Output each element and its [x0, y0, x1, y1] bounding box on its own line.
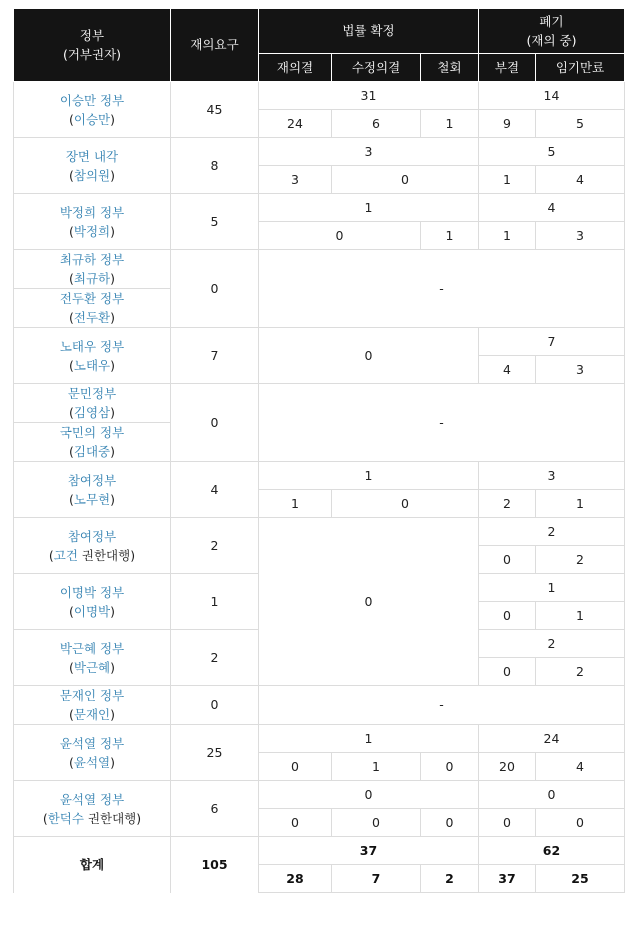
vetoer-link[interactable]: 김대중: [73, 444, 111, 459]
withdrawn-cell: 1: [421, 222, 479, 250]
re-resolution-cell: 0: [259, 809, 332, 837]
rejected-cell: 0: [479, 658, 536, 686]
expired-cell: 2: [536, 658, 625, 686]
header-amended-resolution: 수정의결: [332, 54, 421, 82]
header-withdrawn: 철회: [421, 54, 479, 82]
re-resolution-cell: 24: [259, 110, 332, 138]
rejected-cell: 0: [479, 602, 536, 630]
header-scrapped: 폐기 (재의 중): [479, 9, 625, 54]
gov-cell: 문재인 정부 (문재인): [14, 686, 171, 725]
gov-cell: 문민정부 (김영삼): [14, 384, 171, 423]
confirmed-cell: 3: [259, 138, 479, 166]
requests-cell: 0: [171, 250, 259, 328]
withdrawn-cell: 0: [421, 753, 479, 781]
re-amended-cell: 0: [259, 222, 421, 250]
re-resolution-cell: 0: [259, 753, 332, 781]
requests-cell: 7: [171, 328, 259, 384]
gov-link[interactable]: 윤석열 정부: [59, 791, 125, 807]
gov-link[interactable]: 이명박 정부: [59, 584, 125, 600]
expired-cell: 0: [536, 809, 625, 837]
total-re-resolution: 28: [259, 865, 332, 893]
expired-cell: 5: [536, 110, 625, 138]
gov-cell: 이명박 정부 (이명박): [14, 574, 171, 630]
vetoer-link[interactable]: 김영삼: [73, 405, 111, 420]
requests-cell: 5: [171, 194, 259, 250]
table-row: [14, 82, 625, 110]
header-rejected: 부결: [479, 54, 536, 82]
amended-cell: 1: [332, 753, 421, 781]
vetoer-link[interactable]: 노태우: [73, 357, 111, 373]
scrapped-cell: 14: [479, 82, 625, 110]
table-row: [14, 518, 625, 546]
veto-statistics-table: [13, 8, 625, 893]
rejected-cell: 4: [479, 356, 536, 384]
gov-link[interactable]: 참여정부: [67, 472, 117, 488]
scrapped-cell: 5: [479, 138, 625, 166]
confirmed-cell: 1: [259, 194, 479, 222]
gov-link[interactable]: 국민의 정부: [59, 425, 125, 440]
total-scrapped: 62: [479, 837, 625, 865]
gov-cell: 윤석열 정부 (윤석열): [14, 725, 171, 781]
gov-cell: 참여정부 (노무현): [14, 462, 171, 518]
requests-cell: 4: [171, 462, 259, 518]
requests-cell: 0: [171, 384, 259, 462]
withdrawn-cell: 0: [421, 809, 479, 837]
total-confirmed: 37: [259, 837, 479, 865]
header-government: 정부 (거부권자): [14, 9, 171, 82]
gov-link[interactable]: 윤석열 정부: [59, 735, 125, 751]
rejected-cell: 1: [479, 222, 536, 250]
empty-dash-cell: -: [259, 250, 625, 328]
total-row: [14, 837, 625, 865]
rejected-cell: 1: [479, 166, 536, 194]
confirmed-cell: 31: [259, 82, 479, 110]
acting-suffix: 권한대행: [77, 547, 131, 563]
gov-cell: 국민의 정부 (김대중): [14, 423, 171, 462]
table-row: [14, 781, 625, 809]
gov-link[interactable]: 박근혜 정부: [59, 640, 125, 656]
gov-cell: 참여정부 (고건 권한대행): [14, 518, 171, 574]
scrapped-cell: 1: [479, 574, 625, 602]
re-resolution-cell: 1: [259, 490, 332, 518]
total-amended: 7: [332, 865, 421, 893]
vetoer-link[interactable]: 고건: [53, 547, 78, 563]
gov-cell: 윤석열 정부 (한덕수 권한대행): [14, 781, 171, 837]
table-row: [14, 328, 625, 356]
expired-cell: 1: [536, 490, 625, 518]
vetoer-link[interactable]: 문재인: [73, 707, 111, 722]
rejected-cell: 9: [479, 110, 536, 138]
scrapped-cell: 7: [479, 328, 625, 356]
total-requests: 105: [171, 837, 259, 893]
expired-cell: 3: [536, 356, 625, 384]
requests-cell: 2: [171, 630, 259, 686]
scrapped-cell: 0: [479, 781, 625, 809]
header-requests: 재의요구: [171, 9, 259, 82]
total-label: 합계: [14, 837, 171, 893]
confirmed-cell: 0: [259, 781, 479, 809]
vetoer-link[interactable]: 한덕수: [47, 810, 84, 826]
empty-dash-cell: -: [259, 686, 625, 725]
expired-cell: 3: [536, 222, 625, 250]
table-row: [14, 725, 625, 753]
requests-cell: 45: [171, 82, 259, 138]
requests-cell: 8: [171, 138, 259, 194]
table-row: [14, 462, 625, 490]
vetoer-link[interactable]: 전두환: [73, 310, 111, 325]
gov-link[interactable]: 박정희 정부: [59, 204, 125, 220]
confirmed-cell: 1: [259, 462, 479, 490]
total-withdrawn: 2: [421, 865, 479, 893]
vetoer-link[interactable]: 이명박: [73, 603, 111, 619]
confirmed-cell: 0: [259, 328, 479, 384]
requests-cell: 2: [171, 518, 259, 574]
gov-link[interactable]: 이승만 정부: [59, 92, 125, 108]
amended-cell: 6: [332, 110, 421, 138]
gov-cell: 박정희 정부 (박정희): [14, 194, 171, 250]
gov-cell: 노태우 정부 (노태우): [14, 328, 171, 384]
vetoer-link[interactable]: 참의원: [73, 167, 111, 183]
expired-cell: 4: [536, 753, 625, 781]
scrapped-cell: 3: [479, 462, 625, 490]
amended-withdrawn-cell: 0: [332, 490, 479, 518]
header-law-confirmed: 법률 확정: [259, 9, 479, 54]
empty-dash-cell: -: [259, 384, 625, 462]
header-re-resolution: 재의결: [259, 54, 332, 82]
gov-cell: 장면 내각 (참의원): [14, 138, 171, 194]
header-term-expired: 임기만료: [536, 54, 625, 82]
requests-cell: 1: [171, 574, 259, 630]
scrapped-cell: 24: [479, 725, 625, 753]
gov-link[interactable]: 문재인 정부: [59, 688, 125, 703]
total-expired: 25: [536, 865, 625, 893]
vetoer-link[interactable]: 노무현: [73, 491, 111, 507]
gov-link[interactable]: 참여정부: [67, 528, 117, 544]
vetoer-link[interactable]: 이승만: [73, 111, 111, 127]
expired-cell: 2: [536, 546, 625, 574]
withdrawn-cell: 1: [421, 110, 479, 138]
amended-cell: 0: [332, 809, 421, 837]
expired-cell: 1: [536, 602, 625, 630]
rejected-cell: 0: [479, 546, 536, 574]
gov-link[interactable]: 장면 내각: [65, 148, 119, 164]
total-rejected: 37: [479, 865, 536, 893]
vetoer-link[interactable]: 박정희: [73, 223, 111, 239]
rejected-cell: 0: [479, 809, 536, 837]
scrapped-cell: 2: [479, 630, 625, 658]
gov-cell: 이승만 정부 (이승만): [14, 82, 171, 138]
confirmed-cell: 1: [259, 725, 479, 753]
vetoer-link[interactable]: 윤석열: [73, 754, 111, 770]
requests-cell: 0: [171, 686, 259, 725]
vetoer-link[interactable]: 최규하: [73, 271, 111, 286]
table-row: [14, 138, 625, 166]
re-resolution-cell: 3: [259, 166, 332, 194]
requests-cell: 25: [171, 725, 259, 781]
gov-link[interactable]: 노태우 정부: [59, 338, 125, 354]
scrapped-cell: 2: [479, 518, 625, 546]
gov-cell: 박근혜 정부 (박근혜): [14, 630, 171, 686]
gov-cell: 최규하 정부 (최규하): [14, 250, 171, 289]
gov-link[interactable]: 전두환 정부: [59, 291, 125, 306]
expired-cell: 4: [536, 166, 625, 194]
rejected-cell: 2: [479, 490, 536, 518]
vetoer-link[interactable]: 박근혜: [73, 659, 111, 675]
gov-link[interactable]: 최규하 정부: [59, 252, 125, 267]
amended-withdrawn-cell: 0: [332, 166, 479, 194]
scrapped-cell: 4: [479, 194, 625, 222]
confirmed-cell: 0: [259, 518, 479, 686]
gov-cell: 전두환 정부 (전두환): [14, 289, 171, 328]
acting-suffix: 권한대행: [83, 810, 137, 826]
gov-link[interactable]: 문민정부: [67, 386, 117, 401]
rejected-cell: 20: [479, 753, 536, 781]
table-row: [14, 194, 625, 222]
requests-cell: 6: [171, 781, 259, 837]
